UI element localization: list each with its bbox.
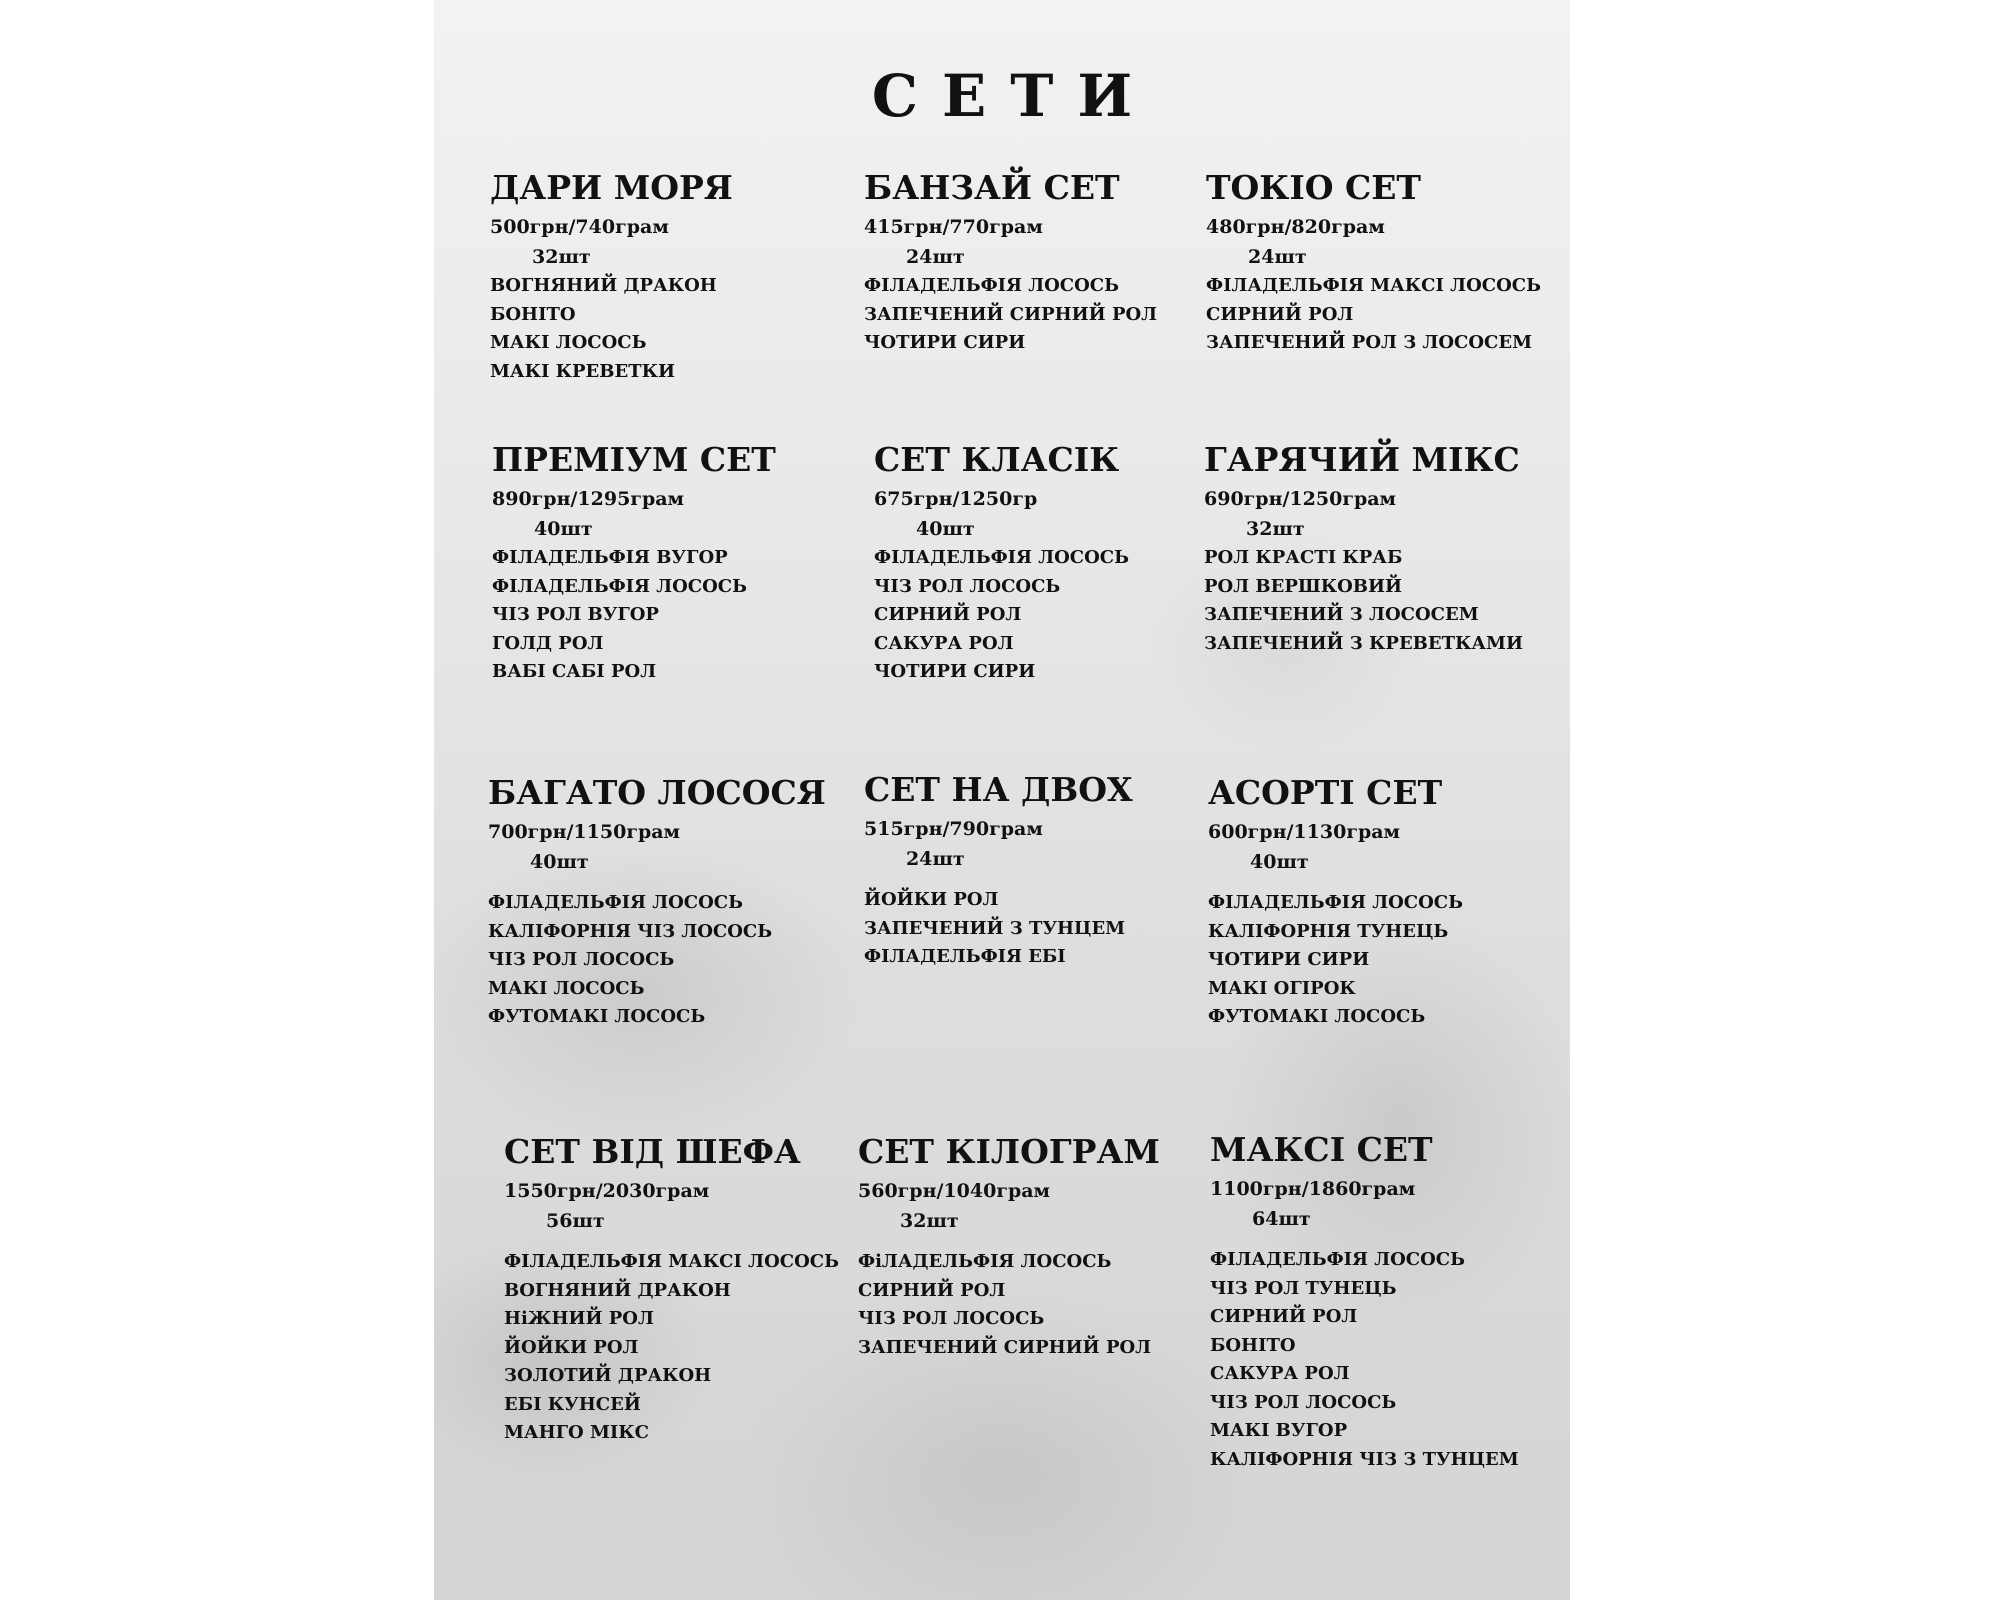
set-piece-count: 24шт xyxy=(906,246,965,268)
set-item: МАКІ ЛОСОСЬ xyxy=(488,977,645,999)
set-item: ФІЛАДЕЛЬФІЯ ВУГОР xyxy=(492,547,728,568)
set-name: БАГАТО ЛОСОСЯ xyxy=(488,773,826,812)
set-card xyxy=(492,440,822,687)
set-name: СЕТ КЛАСІК xyxy=(874,440,1120,479)
set-items-list xyxy=(488,889,818,1032)
set-item: КАЛІФОРНІЯ ТУНЕЦЬ xyxy=(1208,920,1449,942)
set-item: ЧОТИРИ СИРИ xyxy=(864,332,1026,353)
set-price: 415грн/770грам xyxy=(864,216,1043,238)
set-name: ДАРИ МОРЯ xyxy=(490,168,733,207)
set-card xyxy=(490,168,820,386)
set-price: 690грн/1250грам xyxy=(1204,488,1397,510)
set-item: ФІЛАДЕЛЬФІЯ МАКСІ ЛОСОСЬ xyxy=(1206,275,1541,296)
set-item: ЕБІ КУНСЕЙ xyxy=(504,1393,641,1415)
set-name: АСОРТІ СЕТ xyxy=(1208,773,1443,812)
set-item: ЧОТИРИ СИРИ xyxy=(874,661,1036,682)
set-name: ГАРЯЧИЙ МІКС xyxy=(1204,440,1520,479)
set-item: ЧОТИРИ СИРИ xyxy=(1208,949,1370,970)
set-item: МАКІ ЛОСОСЬ xyxy=(490,332,647,353)
set-piece-count: 24шт xyxy=(1248,246,1307,268)
set-name: ПРЕМІУМ СЕТ xyxy=(492,440,776,479)
set-price: 480грн/820грам xyxy=(1206,216,1385,238)
set-items-list xyxy=(1204,544,1534,658)
set-name: ТОКІО СЕТ xyxy=(1206,168,1421,207)
set-item: ЗАПЕЧЕНИЙ З КРЕВЕТКАМИ xyxy=(1204,632,1523,654)
set-items-list xyxy=(504,1248,839,1448)
set-piece-count: 40шт xyxy=(530,851,589,873)
set-items-list xyxy=(864,886,1194,972)
set-name: СЕТ ВІД ШЕФА xyxy=(504,1132,801,1171)
set-card xyxy=(1206,168,1541,358)
set-item: ЧІЗ РОЛ ЛОСОСЬ xyxy=(858,1308,1045,1329)
set-item: ВОГНЯНИЙ ДРАКОН xyxy=(490,275,717,296)
set-piece-count: 24шт xyxy=(906,848,965,870)
set-item: ЧІЗ РОЛ ТУНЕЦЬ xyxy=(1210,1277,1397,1299)
set-items-list xyxy=(864,272,1194,358)
set-name: СЕТ НА ДВОХ xyxy=(864,770,1133,809)
set-piece-count: 64шт xyxy=(1252,1208,1311,1230)
set-item: ФІЛАДЕЛЬФІЯ ЛОСОСЬ xyxy=(874,547,1129,568)
set-item: МАКІ ВУГОР xyxy=(1210,1420,1348,1441)
menu-page xyxy=(434,0,1570,1600)
set-price: 675грн/1250гр xyxy=(874,488,1038,510)
set-price: 500грн/740грам xyxy=(490,216,669,238)
set-items-list xyxy=(1206,272,1541,358)
set-card xyxy=(488,773,826,1032)
set-item: СИРНИЙ РОЛ xyxy=(858,1279,1006,1301)
set-card xyxy=(1204,440,1534,658)
set-items-list xyxy=(492,544,822,687)
page-title: СЕТИ xyxy=(871,62,1157,130)
set-item: ФІЛАДЕЛЬФІЯ МАКСІ ЛОСОСЬ xyxy=(504,1251,839,1272)
set-item: ЧІЗ РОЛ ЛОСОСЬ xyxy=(874,575,1061,597)
set-item: ФІЛАДЕЛЬФІЯ ЛОСОСЬ xyxy=(492,575,747,597)
set-item: ФіЛАДЕЛЬФІЯ ЛОСОСЬ xyxy=(858,1251,1112,1272)
set-card xyxy=(864,770,1194,972)
set-item: САКУРА РОЛ xyxy=(1210,1363,1350,1384)
set-item: САКУРА РОЛ xyxy=(874,632,1014,654)
set-item: ЧІЗ РОЛ ЛОСОСЬ xyxy=(1210,1391,1397,1413)
set-item: ВАБІ САБІ РОЛ xyxy=(492,661,657,682)
set-item: ЗАПЕЧЕНИЙ СИРНИЙ РОЛ xyxy=(864,303,1158,325)
set-piece-count: 40шт xyxy=(1250,851,1309,873)
set-item: НіЖНИЙ РОЛ xyxy=(504,1308,654,1329)
set-price: 600грн/1130грам xyxy=(1208,821,1401,843)
set-item: ФУТОМАКІ ЛОСОСЬ xyxy=(488,1006,706,1027)
set-item: СИРНИЙ РОЛ xyxy=(1210,1306,1358,1327)
set-item: ВОГНЯНИЙ ДРАКОН xyxy=(504,1279,731,1301)
set-piece-count: 40шт xyxy=(916,518,975,540)
set-piece-count: 32шт xyxy=(532,246,591,268)
set-items-list xyxy=(1208,889,1538,1032)
set-price: 890грн/1295грам xyxy=(492,488,685,510)
set-name: СЕТ КІЛОГРАМ xyxy=(858,1132,1160,1171)
set-item: ФІЛАДЕЛЬФІЯ ЛОСОСЬ xyxy=(488,892,743,913)
set-items-list xyxy=(858,1248,1188,1362)
set-item: МАКІ КРЕВЕТКИ xyxy=(490,360,675,382)
set-item: МАКІ ОГІРОК xyxy=(1208,977,1356,999)
set-item: РОЛ КРАСТІ КРАБ xyxy=(1204,547,1403,568)
set-price: 1550грн/2030грам xyxy=(504,1180,710,1202)
set-items-list xyxy=(874,544,1204,687)
set-item: ФУТОМАКІ ЛОСОСЬ xyxy=(1208,1006,1426,1027)
set-items-list xyxy=(490,272,820,386)
set-card xyxy=(858,1132,1188,1362)
set-price: 560грн/1040грам xyxy=(858,1180,1051,1202)
set-price: 700грн/1150грам xyxy=(488,821,681,843)
set-item: ФІЛАДЕЛЬФІЯ ЛОСОСЬ xyxy=(1208,892,1463,913)
set-card xyxy=(874,440,1204,687)
set-card xyxy=(1208,773,1538,1032)
set-item: ЗАПЕЧЕНИЙ З ТУНЦЕМ xyxy=(864,917,1126,939)
set-item: ЗАПЕЧЕНИЙ СИРНИЙ РОЛ xyxy=(858,1336,1152,1358)
set-item: ФІЛАДЕЛЬФІЯ ЛОСОСЬ xyxy=(1210,1249,1465,1270)
set-item: ЙОЙКИ РОЛ xyxy=(504,1336,639,1358)
set-item: ЧІЗ РОЛ ЛОСОСЬ xyxy=(488,949,675,970)
set-item: СИРНИЙ РОЛ xyxy=(1206,303,1354,325)
set-price: 1100грн/1860грам xyxy=(1210,1178,1416,1200)
set-card xyxy=(504,1132,839,1448)
set-item: ЗАПЕЧЕНИЙ РОЛ З ЛОСОСЕМ xyxy=(1206,332,1533,353)
set-item: РОЛ ВЕРШКОВИЙ xyxy=(1204,575,1402,597)
set-item: МАНГО МІКС xyxy=(504,1422,650,1443)
set-item: ФІЛАДЕЛЬФІЯ ЕБІ xyxy=(864,946,1066,967)
set-item: ЙОЙКИ РОЛ xyxy=(864,889,999,910)
set-name: БАНЗАЙ СЕТ xyxy=(864,168,1120,207)
set-item: БОНІТО xyxy=(490,303,576,325)
set-piece-count: 32шт xyxy=(1246,518,1305,540)
set-item: СИРНИЙ РОЛ xyxy=(874,604,1022,625)
set-piece-count: 32шт xyxy=(900,1210,959,1232)
set-items-list xyxy=(1210,1246,1540,1474)
set-card xyxy=(864,168,1194,358)
set-piece-count: 40шт xyxy=(534,518,593,540)
set-item: ЧІЗ РОЛ ВУГОР xyxy=(492,604,659,625)
set-card xyxy=(1210,1130,1540,1474)
set-item: ЗАПЕЧЕНИЙ З ЛОСОСЕМ xyxy=(1204,604,1479,625)
set-item: ГОЛД РОЛ xyxy=(492,632,604,654)
set-item: БОНІТО xyxy=(1210,1334,1296,1356)
set-item: ЗОЛОТИЙ ДРАКОН xyxy=(504,1365,712,1386)
set-item: КАЛІФОРНІЯ ЧІЗ ЛОСОСЬ xyxy=(488,920,773,942)
set-price: 515грн/790грам xyxy=(864,818,1043,840)
set-name: МАКСІ СЕТ xyxy=(1210,1130,1433,1169)
set-item: ФІЛАДЕЛЬФІЯ ЛОСОСЬ xyxy=(864,275,1119,296)
set-item: КАЛІФОРНІЯ ЧІЗ З ТУНЦЕМ xyxy=(1210,1448,1519,1470)
set-piece-count: 56шт xyxy=(546,1210,605,1232)
